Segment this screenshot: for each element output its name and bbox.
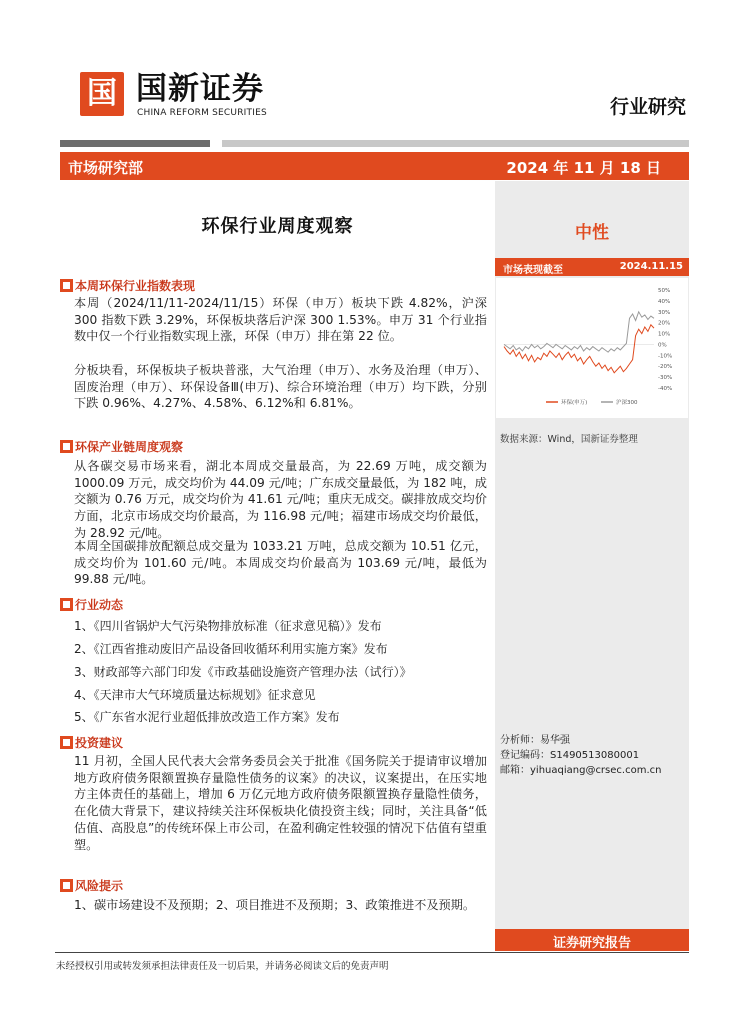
y-tick-label: 20%: [658, 320, 671, 327]
rating-badge: 中性: [575, 223, 609, 243]
section-bullet-icon: [60, 736, 73, 749]
analyst-email: 邮箱：yihuaqiang@crsec.com.cn: [500, 765, 662, 776]
footer-rule: [55, 952, 689, 953]
news-item: 4、《天津市大气环境质量达标规划》征求意见: [74, 688, 316, 702]
risk-paragraph: 1、碳市场建设不及预期；2、项目推进不及预期；3、政策推进不及预期。: [74, 898, 476, 912]
index-paragraph-1: 本周（2024/11/11-2024/11/15）环保（申万）板块下跌 4.82%，沪深 300 指数下跌 3.29%，环保板块落后沪深 300 1.53%。申万 31 个行业指数中仅一个行业指数实现上涨，环保（申万）排在第 22 位。: [74, 296, 487, 344]
analyst-name: 分析师：易华强: [500, 735, 570, 746]
performance-chart: [496, 278, 688, 418]
section-bullet-icon: [60, 598, 73, 611]
report-type-label: 证券研究报告: [552, 936, 631, 951]
department-banner: [60, 152, 689, 180]
section-title: 投资建议: [75, 736, 124, 750]
section-bullet-icon: [60, 279, 73, 292]
market-performance-date: 2024.11.15: [619, 261, 683, 272]
section-title: 行业动态: [75, 598, 124, 612]
y-tick-label: -20%: [658, 364, 673, 371]
news-item: 2、《江西省推动废旧产品设备回收循环利用实施方案》发布: [74, 642, 388, 656]
y-tick-label: 0%: [658, 342, 667, 349]
company-logo-mark: 国: [80, 72, 124, 116]
department-name: 市场研究部: [68, 159, 144, 177]
news-item: 1、《四川省锅炉大气污染物排放标准（征求意见稿）》发布: [74, 619, 382, 633]
report-type-bar: [495, 929, 689, 951]
news-item: 3、财政部等六部门印发《市政基础设施资产管理办法（试行）》: [74, 665, 412, 679]
section-title: 环保产业链周度观察: [75, 440, 184, 454]
y-tick-label: -30%: [658, 375, 673, 382]
y-tick-label: -10%: [658, 353, 673, 360]
chart-source: 数据来源：Wind，国新证券整理: [500, 434, 638, 445]
company-name-cn: 国新证券: [136, 71, 264, 107]
section-bullet-icon: [60, 879, 73, 892]
y-tick-label: 30%: [658, 309, 671, 316]
document-type: 行业研究: [609, 96, 686, 118]
y-tick-label: 10%: [658, 331, 671, 338]
section-bullet-icon: [60, 440, 73, 453]
analyst-info: [500, 733, 661, 778]
section-title: 本周环保行业指数表现: [75, 279, 196, 293]
chain-paragraph-1: 从各碳交易市场来看，湖北本周成交量最高，为 22.69 万吨，成交额为 1000.09 万元，成交均价为 44.09 元/吨；广东成交量最低，为 182 吨，成交额为 0.76 万元，成交均价为 41.61 元/吨；重庆无成交。碳排放成交均价方面，北京市场成交均价最高，为 116.98 元/吨；福建市场成交均价最低，为 28.92 元/吨。: [74, 459, 487, 540]
report-date: 2024 年 11 月 18 日: [506, 159, 661, 177]
invest-paragraph: 11 月初，全国人民代表大会常务委员会关于批准《国务院关于提请审议增加地方政府债务限额置换存量隐性债务的议案》的决议，议案提出，在压实地方主体责任的基础上，增加 6 万亿元地方政府债务限额置换存量隐性债务，在化债大背景下，建议持续关注环保板块化债投资主线；同时，关注具备“低估值、高股息”的传统环保上市公司，在盈利确定性较强的情况下估值有望重塑。: [74, 754, 487, 852]
header-rule-light: [222, 140, 689, 147]
chain-paragraph-2: 本周全国碳排放配额总成交量为 1033.21 万吨，总成交额为 10.51 亿元，成交均价为 101.60 元/吨。本周成交均价最高为 103.69 元/吨，最低为 99.88 元/吨。: [74, 539, 487, 587]
series-line-环保(申万): [504, 325, 654, 373]
analyst-registration: 登记编码：S1490513080001: [500, 750, 640, 761]
market-performance-bar: [495, 258, 689, 276]
news-item: 5、《广东省水泥行业超低排放改造工作方案》发布: [74, 710, 340, 724]
performance-chart-svg: [496, 278, 688, 418]
series-line-沪深300: [504, 312, 654, 352]
index-paragraph-2: 分板块看，环保板块子板块普涨，大气治理（申万）、水务及治理（申万）、固废治理（申万）、环保设备Ⅲ(申万)、综合环境治理（申万）均下跌，分别下跌 0.96%、4.27%、4.58%、6.12%和 6.81%。: [74, 363, 487, 411]
market-performance-label: 市场表现截至: [503, 265, 563, 276]
legend-label: 环保(申万): [561, 400, 588, 406]
company-name-en: CHINA REFORM SECURITIES: [137, 108, 267, 118]
disclaimer: 未经授权引用或转发须承担法律责任及一切后果，并请务必阅读文后的免责声明: [56, 961, 389, 972]
report-title: 环保行业周度观察: [201, 216, 354, 237]
section-title: 风险提示: [75, 879, 124, 893]
legend-label: 沪深300: [616, 400, 638, 406]
y-tick-label: -40%: [658, 386, 673, 392]
y-tick-label: 40%: [658, 298, 671, 305]
y-tick-label: 50%: [658, 288, 671, 294]
header-rule-dark: [60, 140, 210, 147]
